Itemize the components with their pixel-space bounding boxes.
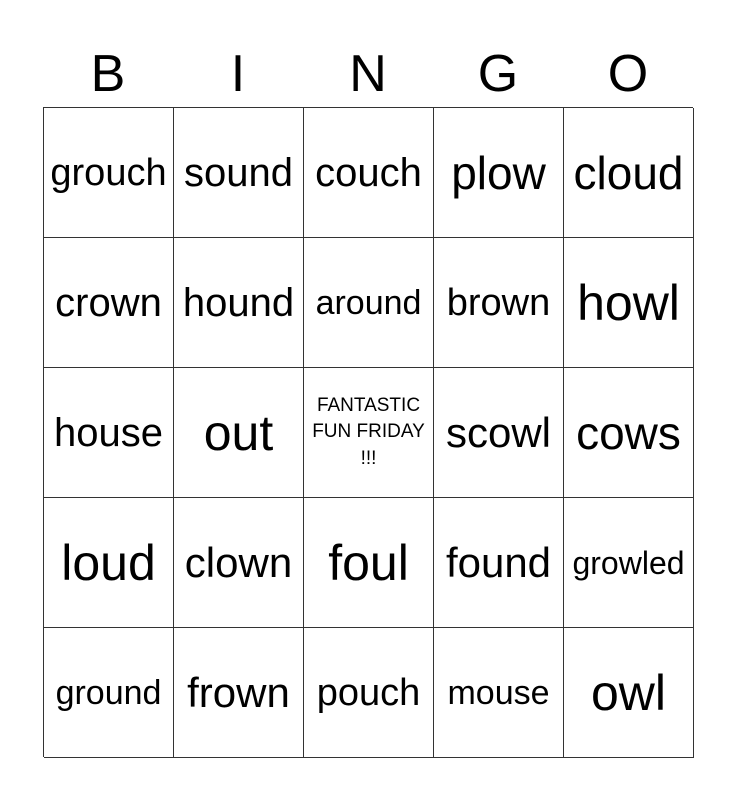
bingo-cell[interactable]: cows bbox=[564, 368, 694, 498]
bingo-cell[interactable]: growled bbox=[564, 498, 694, 628]
bingo-cell[interactable]: mouse bbox=[434, 628, 564, 758]
bingo-cell[interactable]: frown bbox=[174, 628, 304, 758]
header-letter-b: B bbox=[90, 45, 126, 103]
header-letter-n: N bbox=[349, 45, 387, 103]
bingo-cell[interactable]: crown bbox=[44, 238, 174, 368]
bingo-cell[interactable]: brown bbox=[434, 238, 564, 368]
bingo-cell[interactable]: out bbox=[174, 368, 304, 498]
bingo-cell[interactable]: scowl bbox=[434, 368, 564, 498]
bingo-cell[interactable]: clown bbox=[174, 498, 304, 628]
bingo-cell[interactable]: howl bbox=[564, 238, 694, 368]
bingo-cell[interactable]: pouch bbox=[304, 628, 434, 758]
bingo-cell[interactable]: plow bbox=[434, 108, 564, 238]
bingo-cell[interactable]: hound bbox=[174, 238, 304, 368]
header-letter-o: O bbox=[607, 45, 649, 103]
bingo-cell[interactable]: found bbox=[434, 498, 564, 628]
bingo-cell[interactable]: around bbox=[304, 238, 434, 368]
bingo-cell[interactable]: cloud bbox=[564, 108, 694, 238]
bingo-cell[interactable]: house bbox=[44, 368, 174, 498]
free-space-cell[interactable]: FANTASTIC FUN FRIDAY !!! bbox=[304, 368, 434, 498]
bingo-cell[interactable]: loud bbox=[44, 498, 174, 628]
bingo-cell[interactable]: sound bbox=[174, 108, 304, 238]
bingo-cell[interactable]: owl bbox=[564, 628, 694, 758]
header-letter-g: G bbox=[477, 45, 519, 103]
header-letter-i: I bbox=[230, 45, 246, 103]
bingo-cell[interactable]: couch bbox=[304, 108, 434, 238]
bingo-header bbox=[43, 40, 693, 108]
bingo-cell[interactable]: grouch bbox=[44, 108, 174, 238]
bingo-cell[interactable]: foul bbox=[304, 498, 434, 628]
bingo-board bbox=[43, 107, 693, 757]
bingo-cell[interactable]: ground bbox=[44, 628, 174, 758]
